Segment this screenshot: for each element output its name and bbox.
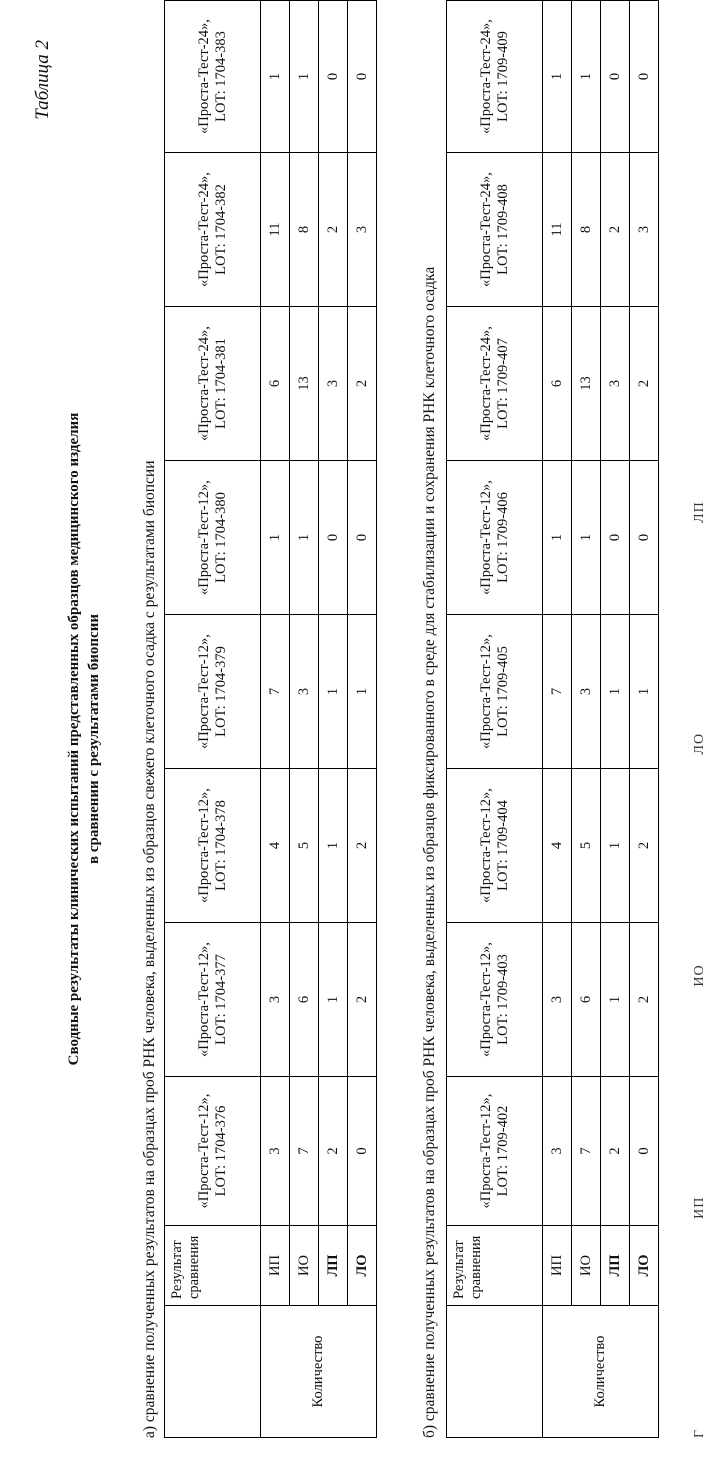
footer-fragment: ИП	[692, 1196, 707, 1219]
value-cell: 0	[348, 461, 377, 615]
lot-column-header: «Проста-Тест-24», LOT: 1709-409	[447, 1, 543, 153]
value-cell: 1	[261, 1, 290, 153]
value-cell: 0	[601, 461, 630, 615]
row-label-cell: ЛО	[348, 1226, 377, 1306]
value-cell: 0	[630, 1077, 659, 1226]
table-row	[261, 1, 290, 1438]
value-cell: 3	[290, 615, 319, 769]
footer-fragment: Г	[692, 1428, 707, 1438]
empty-corner-cell	[447, 1306, 543, 1438]
value-cell: 0	[319, 461, 348, 615]
value-cell: 2	[319, 153, 348, 307]
lot-column-header: «Проста-Тест-12», LOT: 1709-406	[447, 461, 543, 615]
value-cell: 7	[572, 1077, 601, 1226]
lot-column-header: «Проста-Тест-24», LOT: 1709-408	[447, 153, 543, 307]
table-row	[601, 1, 630, 1438]
footer-fragment: ЛП	[692, 501, 707, 523]
value-cell: 1	[630, 615, 659, 769]
results-table-b	[446, 0, 659, 1438]
value-cell: 6	[290, 923, 319, 1077]
lot-column-header: «Проста-Тест-24», LOT: 1704-381	[165, 307, 261, 461]
value-cell: 0	[601, 1, 630, 153]
count-label-cell: Количество	[543, 1306, 659, 1438]
value-cell: 11	[543, 153, 572, 307]
value-cell: 1	[319, 769, 348, 923]
lot-column-header: «Проста-Тест-24», LOT: 1704-382	[165, 153, 261, 307]
lot-column-header: «Проста-Тест-12», LOT: 1704-376	[165, 1077, 261, 1226]
title-line-1: Сводные результаты клинических испытаний представленных образцов медицинского изделия	[66, 412, 82, 1066]
row-label-cell: ЛП	[601, 1226, 630, 1306]
table-row	[319, 1, 348, 1438]
row-label-cell: ИП	[543, 1226, 572, 1306]
footer-fragment: ИО	[692, 964, 707, 987]
value-cell: 2	[630, 769, 659, 923]
lot-column-header: «Проста-Тест-12», LOT: 1709-405	[447, 615, 543, 769]
value-cell: 3	[543, 1077, 572, 1226]
value-cell: 3	[261, 923, 290, 1077]
table-row	[290, 1, 319, 1438]
value-cell: 4	[261, 769, 290, 923]
value-cell: 1	[319, 615, 348, 769]
value-cell: 1	[348, 615, 377, 769]
value-cell: 1	[601, 769, 630, 923]
lot-column-header: «Проста-Тест-12», LOT: 1709-403	[447, 923, 543, 1077]
count-label-cell: Количество	[261, 1306, 377, 1438]
value-cell: 1	[319, 923, 348, 1077]
value-cell: 5	[572, 769, 601, 923]
value-cell: 2	[348, 923, 377, 1077]
table-row	[630, 1, 659, 1438]
value-cell: 3	[348, 153, 377, 307]
value-cell: 2	[319, 1077, 348, 1226]
result-header-cell: Результат сравнения	[165, 1226, 261, 1306]
value-cell: 1	[543, 1, 572, 153]
value-cell: 6	[543, 307, 572, 461]
row-label-cell: ЛП	[319, 1226, 348, 1306]
table-row	[348, 1, 377, 1438]
value-cell: 1	[572, 461, 601, 615]
value-cell: 2	[630, 923, 659, 1077]
value-cell: 1	[290, 1, 319, 153]
value-cell: 0	[319, 1, 348, 153]
row-label-cell: ИП	[261, 1226, 290, 1306]
empty-corner-cell	[165, 1306, 261, 1438]
row-label-cell: ИО	[572, 1226, 601, 1306]
value-cell: 1	[572, 1, 601, 153]
value-cell: 2	[348, 769, 377, 923]
lot-column-header: «Проста-Тест-12», LOT: 1704-379	[165, 615, 261, 769]
value-cell: 1	[543, 461, 572, 615]
value-cell: 4	[543, 769, 572, 923]
value-cell: 6	[261, 307, 290, 461]
value-cell: 3	[572, 615, 601, 769]
value-cell: 2	[630, 307, 659, 461]
header-row	[447, 1, 543, 1438]
result-header-cell: Результат сравнения	[447, 1226, 543, 1306]
value-cell: 0	[348, 1, 377, 153]
table-row	[572, 1, 601, 1438]
value-cell: 11	[261, 153, 290, 307]
value-cell: 0	[630, 1, 659, 153]
table-caption: Таблица 2	[32, 40, 53, 120]
footer-fragments	[692, 238, 708, 1438]
header-row	[165, 1, 261, 1438]
value-cell: 0	[348, 1077, 377, 1226]
lot-column-header: «Проста-Тест-12», LOT: 1709-402	[447, 1077, 543, 1226]
row-label-cell: ЛО	[630, 1226, 659, 1306]
value-cell: 1	[261, 461, 290, 615]
value-cell: 7	[290, 1077, 319, 1226]
value-cell: 8	[290, 153, 319, 307]
value-cell: 2	[601, 1077, 630, 1226]
value-cell: 2	[348, 307, 377, 461]
value-cell: 1	[290, 461, 319, 615]
value-cell: 3	[319, 307, 348, 461]
value-cell: 5	[290, 769, 319, 923]
section-a-heading: а) сравнение полученных результатов на образцах проб РНК человека, выделенных из образцов свежего клеточного осадка с результатами биопсии	[141, 460, 158, 1438]
value-cell: 2	[601, 153, 630, 307]
row-label-cell: ИО	[290, 1226, 319, 1306]
document-title	[64, 0, 104, 1478]
value-cell: 13	[572, 307, 601, 461]
lot-column-header: «Проста-Тест-12», LOT: 1704-380	[165, 461, 261, 615]
value-cell: 1	[601, 615, 630, 769]
value-cell: 7	[543, 615, 572, 769]
title-line-2: в сравнении с результатами биопсии	[86, 614, 102, 865]
value-cell: 3	[543, 923, 572, 1077]
lot-column-header: «Проста-Тест-12», LOT: 1709-404	[447, 769, 543, 923]
value-cell: 0	[630, 461, 659, 615]
value-cell: 6	[572, 923, 601, 1077]
results-table-a	[164, 0, 377, 1438]
value-cell: 7	[261, 615, 290, 769]
value-cell: 3	[261, 1077, 290, 1226]
value-cell: 1	[601, 923, 630, 1077]
lot-column-header: «Проста-Тест-24», LOT: 1704-383	[165, 1, 261, 153]
lot-column-header: «Проста-Тест-12», LOT: 1704-378	[165, 769, 261, 923]
value-cell: 3	[601, 307, 630, 461]
lot-column-header: «Проста-Тест-12», LOT: 1704-377	[165, 923, 261, 1077]
table-row	[543, 1, 572, 1438]
value-cell: 3	[630, 153, 659, 307]
value-cell: 8	[572, 153, 601, 307]
section-b-heading: б) сравнение полученных результатов на образцах проб РНК человека, выделенных из образцов фиксированного в среде для стабилизации и сохранения РНК клеточного осадка	[421, 266, 438, 1438]
value-cell: 13	[290, 307, 319, 461]
footer-fragment: ЛО	[692, 732, 707, 755]
lot-column-header: «Проста-Тест-24», LOT: 1709-407	[447, 307, 543, 461]
